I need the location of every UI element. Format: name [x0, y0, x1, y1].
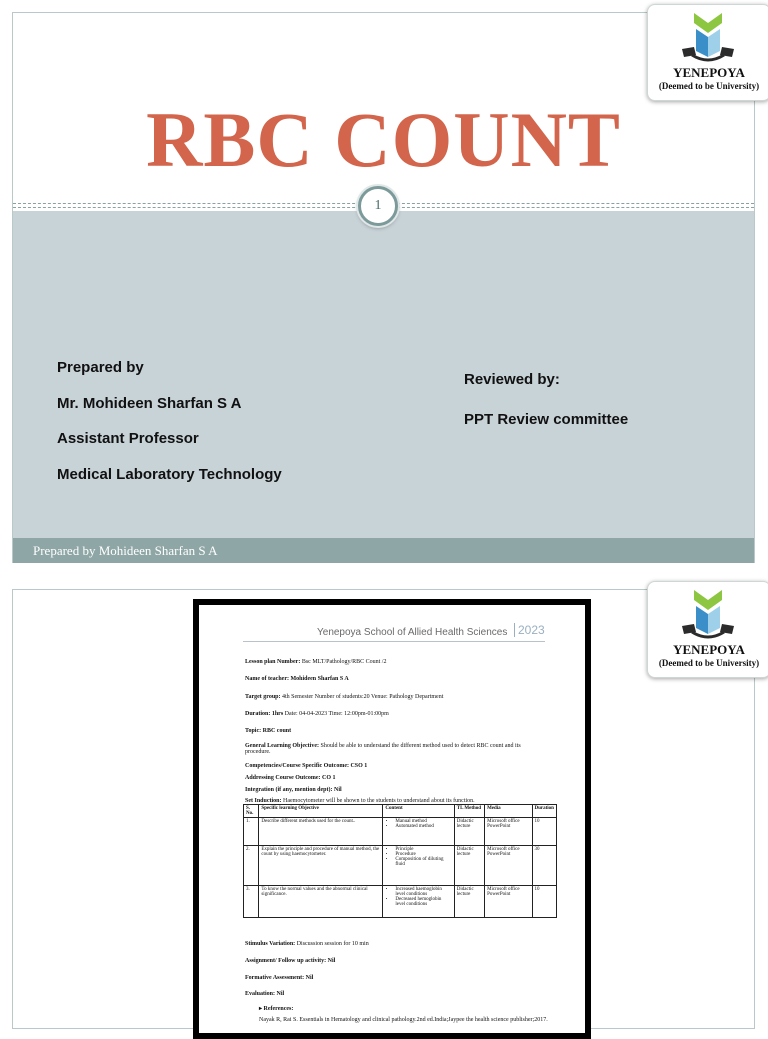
column-header: Content	[383, 805, 454, 818]
author-info	[57, 359, 282, 501]
doc-line: Evaluation: Nil	[245, 991, 285, 997]
table-row: 3. To know the normal values and the abnormal clinical significance. • Increased haemoglobin level conditions • Decreased hemoglobin level conditions Didactic lecture Microsoft office PowerPoint 10	[244, 886, 557, 918]
table-header-row	[244, 805, 557, 818]
document-header: Yenepoya School of Allied Health Sciences	[317, 627, 508, 638]
yenepoya-emblem-icon	[674, 586, 744, 644]
reviewer-name: PPT Review committee	[464, 411, 629, 428]
presenter-name: Mr. Mohideen Sharfan S A	[57, 394, 242, 412]
university-logo	[647, 581, 768, 678]
doc-line: Assignment/ Follow up activity: Nil	[245, 958, 336, 964]
doc-line: Integration (if any, mention dept): Nil	[245, 787, 342, 793]
logo-subtitle: (Deemed to be University)	[658, 81, 760, 91]
table-row: 2. Explain the principle and procedure of manual method, the count by using haemocytometer. • Principle • Procedure • Composition of diluting fluid Didactic lecture Microsoft office PowerPoint 30	[244, 846, 557, 886]
doc-line: Addressing Course Outcome: CO 1	[245, 775, 336, 781]
table-row: 1. Describe different methods used for the count.. • Manual method • Automated method Didactic lecture Microsoft office PowerPoint 10	[244, 818, 557, 846]
doc-line: Nayak R, Rai S. Essentials in Hematology and clinical pathology.2nd ed.India;Jaypee the health science publisher;2017.	[259, 1017, 548, 1023]
column-header: TL Method	[454, 805, 484, 818]
slide-footer: Prepared by Mohideen Sharfan S A	[13, 538, 754, 563]
doc-line: Name of teacher: Mohideen Sharfan S A	[245, 676, 349, 682]
doc-line: Competencies/Course Specific Outcome: CSO 1	[245, 763, 368, 769]
doc-line: Formative Assessment: Nil	[245, 975, 314, 981]
logo-name: YENEPOYA	[673, 642, 745, 657]
logo-subtitle: (Deemed to be University)	[658, 658, 760, 668]
yenepoya-emblem-icon	[674, 9, 744, 67]
column-header: Duration	[532, 805, 556, 818]
slide-title: RBC COUNT	[146, 96, 621, 183]
doc-line: Duration: 1hrs Date: 04-04-2023 Time: 12:00pm-01:00pm	[245, 711, 389, 717]
header-rule	[243, 641, 545, 642]
prepared-by-label: Prepared by	[57, 359, 144, 376]
document-year: 2023	[514, 623, 545, 637]
column-header: Media	[485, 805, 532, 818]
doc-line: Lesson plan Number: Bsc MLT/Pathology/RBC Count /2	[245, 659, 387, 665]
lesson-plan-slide	[12, 589, 755, 1029]
doc-line: Set Induction: Haemocytometer will be shown to the students to understand about its function.	[245, 798, 475, 804]
doc-line: ▸ References:	[259, 1006, 294, 1012]
lesson-plan-document	[193, 599, 591, 1039]
review-info	[464, 371, 628, 451]
column-header: Specific learning Objective	[259, 805, 383, 818]
department: Medical Laboratory Technology	[57, 465, 282, 483]
column-header: S. No.	[244, 805, 259, 818]
lesson-plan-table	[243, 804, 557, 918]
logo-name: YENEPOYA	[673, 65, 745, 80]
doc-line: General Learning Objective: Should be able to understand the different method used to detect RBC count and its procedure.	[245, 743, 521, 755]
doc-line: Target group: 4th Semester Number of students:20 Venue: Pathology Department	[245, 694, 444, 700]
title-slide	[12, 12, 755, 563]
university-logo	[647, 4, 768, 101]
reviewed-by-label: Reviewed by:	[464, 371, 560, 388]
doc-line: Topic: RBC count	[245, 728, 292, 734]
page-number-badge: 1	[358, 186, 398, 226]
designation: Assistant Professor	[57, 430, 199, 447]
doc-line: Stimulus Variation: Discussion session for 10 min	[245, 941, 369, 947]
